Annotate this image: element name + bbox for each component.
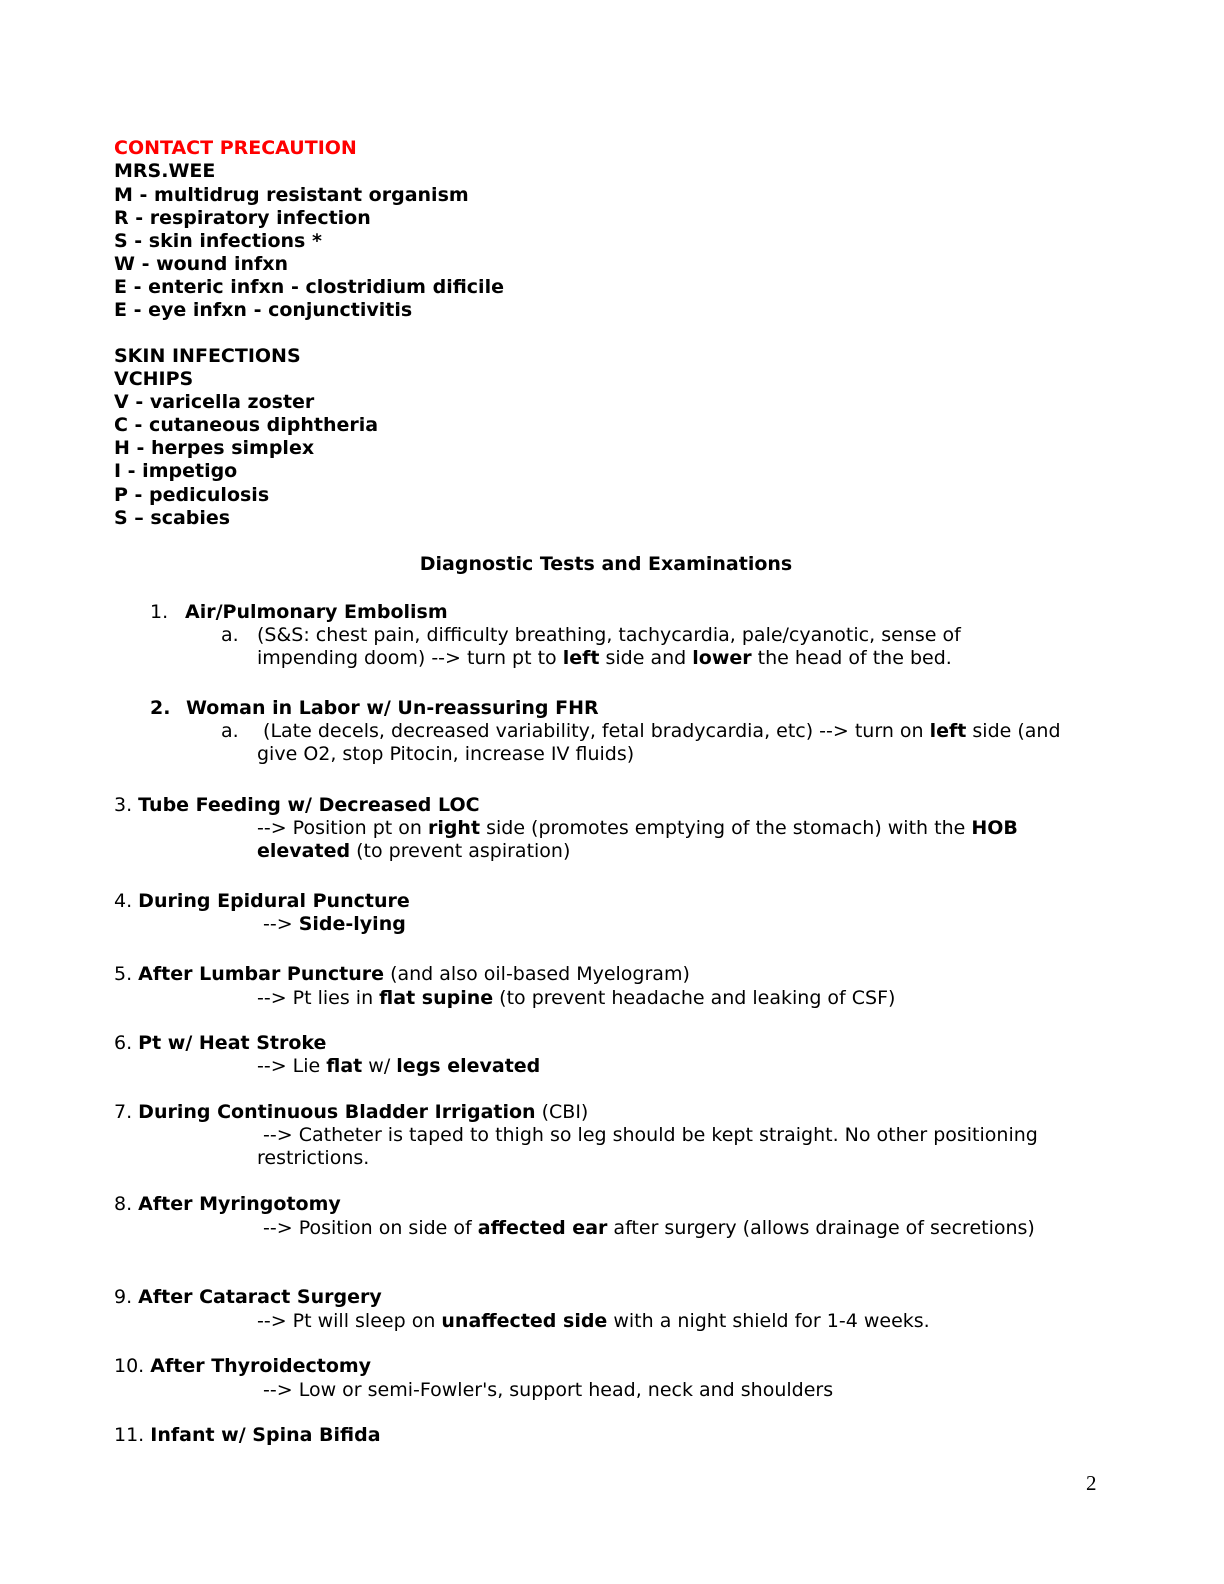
list-item: R - respiratory infection bbox=[114, 207, 371, 229]
item-heading bbox=[114, 1032, 326, 1055]
text-run: --> bbox=[257, 913, 299, 935]
item-detail: give O2, stop Pitocin, increase IV fluids) bbox=[257, 743, 635, 765]
item-detail: --> Low or semi-Fowler's, support head, neck and shoulders bbox=[257, 1379, 834, 1401]
item-number: 4. bbox=[114, 890, 139, 912]
list-item: V - varicella zoster bbox=[114, 391, 315, 413]
text-run-bold: flat supine bbox=[379, 987, 494, 1009]
text-run: with a night shield for 1-4 weeks. bbox=[607, 1310, 930, 1332]
item-number: 11. bbox=[114, 1424, 151, 1446]
list-item: P - pediculosis bbox=[114, 484, 270, 506]
item-number: 9. bbox=[114, 1286, 139, 1308]
item-title: During Continuous Bladder Irrigation bbox=[138, 1101, 536, 1123]
text-run: the head of the bed. bbox=[751, 647, 952, 669]
item-detail: (S&S: chest pain, difficulty breathing, tachycardia, pale/cyanotic, sense of bbox=[257, 624, 961, 646]
text-run-bold: flat bbox=[326, 1055, 363, 1077]
item-detail bbox=[257, 840, 570, 863]
text-run: --> Pt will sleep on bbox=[257, 1310, 442, 1332]
item-detail bbox=[257, 1310, 930, 1333]
item-title: Air/Pulmonary Embolism bbox=[185, 601, 448, 623]
list-item: E - eye infxn - conjunctivitis bbox=[114, 299, 413, 321]
text-run-bold: unaffected side bbox=[441, 1310, 608, 1332]
item-detail: --> Catheter is taped to thigh so leg should be kept straight. No other positioning bbox=[257, 1124, 1038, 1146]
contact-precaution-title: CONTACT PRECAUTION bbox=[114, 137, 357, 159]
diagnostic-heading: Diagnostic Tests and Examinations bbox=[419, 553, 793, 575]
item-number: 10. bbox=[114, 1355, 151, 1377]
item-heading bbox=[114, 1355, 371, 1378]
item-number: 1. bbox=[150, 601, 169, 623]
text-run-bold: elevated bbox=[257, 840, 351, 862]
skin-mnemonic: VCHIPS bbox=[114, 368, 194, 390]
text-run: (CBI) bbox=[535, 1101, 589, 1123]
text-run: --> Position on side of bbox=[257, 1217, 478, 1239]
text-run: (to prevent aspiration) bbox=[350, 840, 571, 862]
item-detail bbox=[257, 913, 406, 936]
item-heading bbox=[114, 963, 690, 986]
skin-infections-title: SKIN INFECTIONS bbox=[114, 345, 301, 367]
sub-item-letter: a. bbox=[221, 720, 239, 742]
item-heading bbox=[114, 1424, 381, 1447]
contact-mnemonic: MRS.WEE bbox=[114, 160, 216, 182]
item-title: After Lumbar Puncture bbox=[138, 963, 385, 985]
item-detail bbox=[257, 817, 1018, 840]
list-item: M - multidrug resistant organism bbox=[114, 184, 469, 206]
text-run: (to prevent headache and leaking of CSF) bbox=[493, 987, 896, 1009]
item-title: Tube Feeding w/ Decreased LOC bbox=[138, 794, 480, 816]
item-detail bbox=[257, 647, 952, 670]
text-run: --> Position pt on bbox=[257, 817, 428, 839]
item-number: 3. bbox=[114, 794, 139, 816]
list-item: S – scabies bbox=[114, 507, 231, 529]
text-run: impending doom) --> turn pt to bbox=[257, 647, 563, 669]
list-item: W - wound infxn bbox=[114, 253, 289, 275]
item-heading bbox=[114, 794, 480, 817]
text-run-bold: left bbox=[929, 720, 967, 742]
item-heading bbox=[114, 1286, 382, 1309]
text-run: side (and bbox=[966, 720, 1061, 742]
page-number: 2 bbox=[1086, 1471, 1097, 1495]
text-run: side and bbox=[599, 647, 693, 669]
item-detail bbox=[257, 1055, 540, 1078]
item-detail bbox=[257, 987, 895, 1010]
list-item: I - impetigo bbox=[114, 460, 238, 482]
item-heading bbox=[114, 1101, 588, 1124]
item-heading bbox=[114, 1193, 341, 1216]
text-run-bold: Side-lying bbox=[298, 913, 406, 935]
text-run-bold: legs elevated bbox=[396, 1055, 541, 1077]
text-run: (Late decels, decreased variability, fetal bradycardia, etc) --> turn on bbox=[257, 720, 930, 742]
text-run: side (promotes emptying of the stomach) with the bbox=[480, 817, 972, 839]
item-heading bbox=[114, 890, 410, 913]
text-run: --> Lie bbox=[257, 1055, 327, 1077]
item-title: Woman in Labor w/ Un-reassuring FHR bbox=[186, 697, 599, 719]
item-title: Infant w/ Spina Bifida bbox=[150, 1424, 381, 1446]
item-title: During Epidural Puncture bbox=[138, 890, 410, 912]
list-item: S - skin infections * bbox=[114, 230, 322, 252]
list-item: E - enteric infxn - clostridium dificile bbox=[114, 276, 504, 298]
item-number: 6. bbox=[114, 1032, 139, 1054]
text-run-bold: HOB bbox=[971, 817, 1018, 839]
sub-item-letter: a. bbox=[221, 624, 239, 646]
text-run-bold: left bbox=[562, 647, 600, 669]
item-detail bbox=[257, 720, 1061, 743]
text-run: (and also oil-based Myelogram) bbox=[384, 963, 690, 985]
text-run: --> Pt lies in bbox=[257, 987, 380, 1009]
item-title: Pt w/ Heat Stroke bbox=[138, 1032, 327, 1054]
text-run: w/ bbox=[362, 1055, 397, 1077]
item-title: After Thyroidectomy bbox=[150, 1355, 372, 1377]
item-number: 7. bbox=[114, 1101, 139, 1123]
item-number: 8. bbox=[114, 1193, 139, 1215]
item-detail bbox=[257, 1217, 1035, 1240]
item-number: 5. bbox=[114, 963, 139, 985]
item-title: After Myringotomy bbox=[138, 1193, 341, 1215]
item-title: After Cataract Surgery bbox=[138, 1286, 382, 1308]
item-number: 2. bbox=[150, 697, 171, 719]
text-run-bold: right bbox=[427, 817, 481, 839]
text-run: after surgery (allows drainage of secretions) bbox=[607, 1217, 1035, 1239]
list-item: C - cutaneous diphtheria bbox=[114, 414, 379, 436]
text-run-bold: affected ear bbox=[477, 1217, 608, 1239]
list-item: H - herpes simplex bbox=[114, 437, 315, 459]
text-run-bold: lower bbox=[692, 647, 752, 669]
item-detail: restrictions. bbox=[257, 1147, 370, 1169]
